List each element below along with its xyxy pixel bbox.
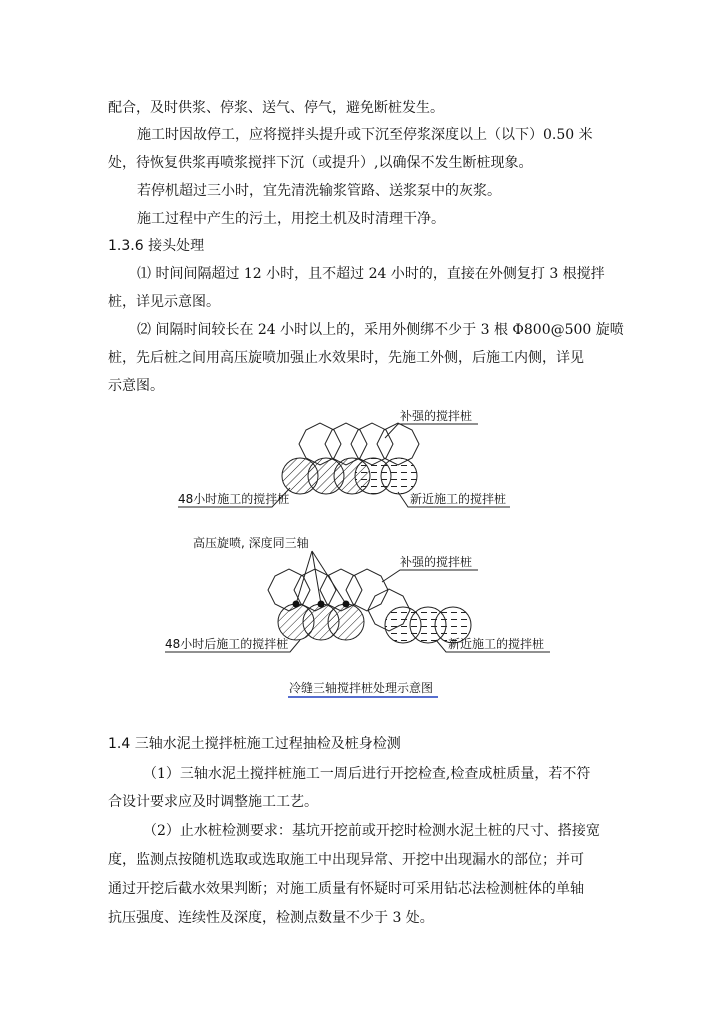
label-new-top: 新近施工的搅拌桩 [410, 492, 507, 506]
label-reinforce-bottom: 补强的搅拌桩 [400, 555, 473, 569]
label-reinforce-top: 补强的搅拌桩 [400, 409, 473, 423]
top-new-piles [355, 458, 417, 494]
label-old-top: 48小时施工的搅拌桩 [178, 492, 290, 506]
text-line: 若停机超过三小时，宜先清洗输浆管路、送浆泵中的灰浆。 [137, 183, 501, 199]
text-line: 度，监测点按随机选取或选取施工中出现异常、开挖中出现漏水的部位；并可 [108, 852, 584, 868]
text-line: 处，待恢复供浆再喷浆搅拌下沉（或提升）,以确保不发生断桩现象。 [108, 155, 533, 171]
text-line: 桩，先后桩之间用高压旋喷加强止水效果时，先施工外侧，后施工内侧，详见 [108, 350, 584, 366]
text-line: 抗压强度、连续性及深度，检测点数量不少于 3 处。 [108, 910, 434, 926]
section-heading: 1.4 三轴水泥土搅拌桩施工过程抽检及桩身检测 [108, 736, 401, 752]
text-line: ⑴ 时间间隔超过 12 小时，且不超过 24 小时的，直接在外侧复打 3 根搅拌 [137, 266, 605, 282]
text-line: 合设计要求应及时调整施工工艺。 [108, 794, 318, 810]
text-line: 配合，及时供浆、停浆、送气、停气，避免断桩发生。 [108, 100, 444, 116]
text-line: 桩，详见示意图。 [108, 294, 220, 310]
label-old-bottom: 48小时后施工的搅拌桩 [165, 637, 289, 651]
cold-joint-diagram [0, 400, 724, 710]
text-line: 施工时因故停工，应将搅拌头提升或下沉至停浆深度以上（以下）0.50 米 [137, 127, 593, 143]
section-heading: 1.3.6 接头处理 [108, 238, 205, 254]
text-line: ⑵ 间隔时间较长在 24 小时以上的，采用外侧绑不少于 3 根 Φ800@500 旋喷 [137, 322, 624, 338]
text-line: 示意图。 [108, 378, 164, 394]
bottom-old-piles [278, 604, 364, 640]
text-line: （2）止水桩检测要求：基坑开挖前或开挖时检测水泥土桩的尺寸、搭接宽 [143, 823, 600, 839]
diagram-caption: 冷缝三轴搅拌桩处理示意图 [289, 681, 434, 695]
text-line: 通过开挖后截水效果判断；对施工质量有怀疑时可采用钻芯法检测桩体的单轴 [108, 881, 584, 897]
label-new-bottom: 新近施工的搅拌桩 [448, 637, 545, 651]
label-jet-grout: 高压旋喷, 深度同三轴 [193, 536, 309, 550]
text-line: （1）三轴水泥土搅拌桩施工一周后进行开挖检查,检查成桩质量，若不符 [143, 766, 591, 782]
text-line: 施工过程中产生的污土，用挖土机及时清理干净。 [137, 211, 445, 227]
